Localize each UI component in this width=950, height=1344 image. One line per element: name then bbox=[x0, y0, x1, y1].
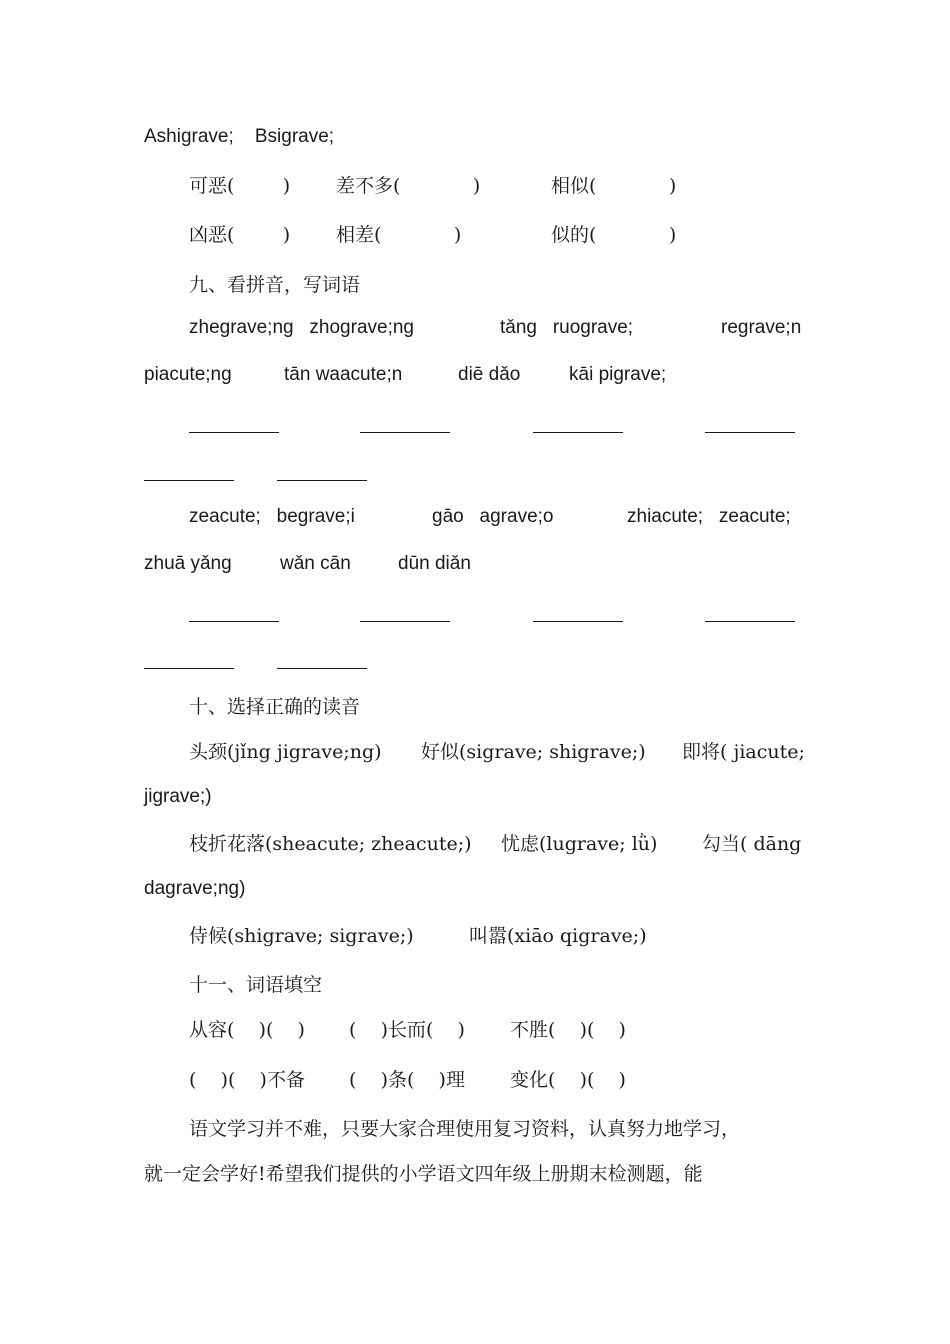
pinyin-item: dūn diǎn bbox=[398, 553, 471, 574]
pinyin-item: zhuā yǎng bbox=[144, 553, 232, 574]
word-item: 似的( ) bbox=[551, 224, 677, 246]
pinyin-item: wǎn cān bbox=[280, 553, 351, 574]
reading-item: 枝折花落(sheacute; zheacute;) bbox=[189, 833, 472, 855]
reading-item: dagrave;ng) bbox=[144, 878, 246, 899]
pinyin-item: regrave;n bbox=[721, 317, 802, 338]
reading-item: jigrave;) bbox=[144, 786, 212, 807]
closing-paragraph: 语文学习并不难，只要大家合理使用复习资料，认真努力地学习， bbox=[189, 1118, 741, 1140]
fill-item: ( )长而( ) bbox=[349, 1019, 465, 1041]
pinyin-item: tǎng ruograve; bbox=[500, 317, 634, 338]
fill-item: ( )条( )理 bbox=[349, 1069, 465, 1091]
answer-blank bbox=[277, 668, 367, 669]
pinyin-item: zhegrave;ng zhograve;ng bbox=[189, 317, 414, 338]
pinyin-item: zeacute; begrave;i bbox=[189, 506, 355, 527]
pinyin-item: tān waacute;n bbox=[284, 364, 403, 385]
word-item: 凶恶( ) bbox=[189, 224, 291, 246]
answer-blank bbox=[360, 432, 450, 433]
answer-blank bbox=[705, 621, 795, 622]
pinyin-item: zhiacute; zeacute; bbox=[627, 506, 791, 527]
answer-blank bbox=[533, 621, 623, 622]
answer-blank bbox=[144, 668, 234, 669]
answer-blank bbox=[360, 621, 450, 622]
fill-item: 不胜( )( ) bbox=[510, 1019, 626, 1041]
reading-item: 好似(sigrave; shigrave;) bbox=[421, 741, 646, 763]
pinyin-item: kāi pigrave; bbox=[569, 364, 667, 385]
answer-blank bbox=[189, 621, 279, 622]
word-item: 差不多( ) bbox=[336, 175, 481, 197]
fill-item: ( )( )不备 bbox=[189, 1069, 305, 1091]
answer-blank bbox=[533, 432, 623, 433]
section-heading: 九、看拼音，写词语 bbox=[189, 274, 361, 296]
reading-item: 头颈(jǐng jigrave;ng) bbox=[189, 741, 382, 763]
pinyin-item: gāo agrave;o bbox=[432, 506, 554, 527]
reading-item: 叫嚣(xiāo qigrave;) bbox=[469, 925, 647, 947]
answer-blank bbox=[705, 432, 795, 433]
word-item: 相似( ) bbox=[551, 175, 677, 197]
pinyin-item: piacute;ng bbox=[144, 364, 232, 385]
word-item: 可恶( ) bbox=[189, 175, 291, 197]
answer-blank bbox=[189, 432, 279, 433]
section-heading: 十、选择正确的读音 bbox=[189, 696, 361, 718]
fill-item: 变化( )( ) bbox=[510, 1069, 626, 1091]
reading-item: 侍候(shigrave; sigrave;) bbox=[189, 925, 414, 947]
reading-item: 忧虑(lugrave; lǜ) bbox=[501, 833, 658, 855]
word-item: 相差( ) bbox=[336, 224, 462, 246]
reading-item: 勾当( dāng bbox=[702, 833, 802, 855]
closing-paragraph: 就一定会学好!希望我们提供的小学语文四年级上册期末检测题，能 bbox=[144, 1163, 703, 1185]
option-line: Ashigrave; Bsigrave; bbox=[144, 126, 335, 147]
answer-blank bbox=[144, 480, 234, 481]
fill-item: 从容( )( ) bbox=[189, 1019, 305, 1041]
section-heading: 十一、词语填空 bbox=[189, 974, 323, 996]
pinyin-item: diē dǎo bbox=[458, 364, 521, 385]
answer-blank bbox=[277, 480, 367, 481]
reading-item: 即将( jiacute; bbox=[682, 741, 805, 763]
